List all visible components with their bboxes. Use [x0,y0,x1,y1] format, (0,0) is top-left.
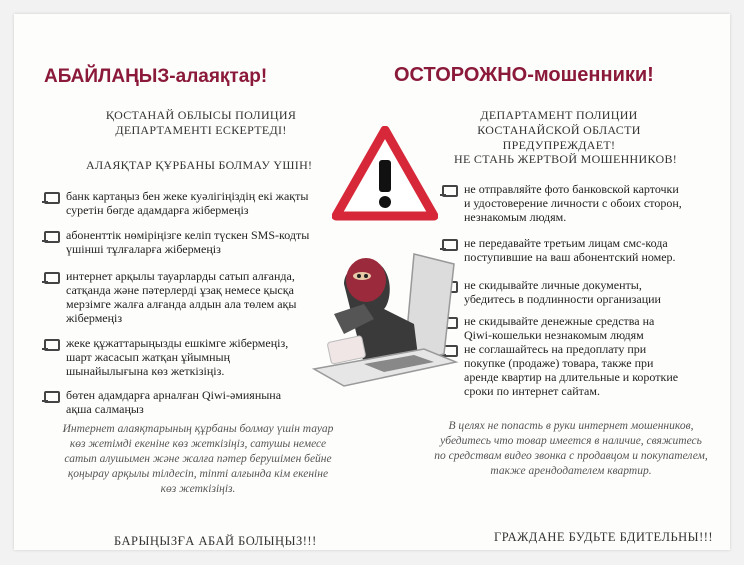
list-item-text: интернет арқылы тауарларды сатып алғанда, сатқанда және пәтерлерді ұзақ немесе қысқа мерзімге жалға алғанда алдын ала төлем ақы жібермеңіз [66,269,297,325]
hand-pointer-icon [44,231,60,243]
footer-russian: ГРАЖДАНЕ БУДЬТЕ БДИТЕЛЬНЫ!!! [494,530,714,544]
hand-pointer-icon [44,192,60,204]
list-item-kz-1 [44,189,324,217]
list-item-ru-2 [442,236,727,264]
subtitle-russian: ДЕПАРТАМЕНТ ПОЛИЦИИ КОСТАНАЙСКОЙ ОБЛАСТИ ПРЕДУПРЕЖДАЕТ! [477,108,641,152]
list-item-text: банк картаңыз бен жеке куәлігіңіздің екі жақты суретін бөгде адамдарға жібермеңіз [66,189,309,217]
hacker-laptop-illustration [304,244,460,394]
list-item-text: не соглашайтесь на предоплату при покупке (продаже) товара, также при аренде квартир на длительные и короткие сроки по интернет сайтам. [464,342,679,398]
poster-sheet [14,14,730,550]
heading-kazakh: АЛАЯҚТАР ҚҰРБАНЫ БОЛМАУ ҮШІН! [86,158,313,172]
footer-kazakh: БАРЫҢЫЗҒА АБАЙ БОЛЫҢЫЗ!!! [114,534,317,548]
list-item-text: абоненттік нөміріңізге келіп түскен SMS-кодты үшінші тұлғаларға жібермеңіз [66,228,310,256]
list-item-text: не передавайте третьим лицам смс-кода поступившие на ваш абонентский номер. [464,236,676,264]
subtitle-kazakh: ҚОСТАНАЙ ОБЛЫСЫ ПОЛИЦИЯ ДЕПАРТАМЕНТІ ЕСКЕРТЕДІ! [105,108,297,137]
list-item-ru-3 [442,278,727,306]
list-item-text: не отправляйте фото банковской карточки и удостоверение личности с обоих сторон, незнакомым людям. [464,182,682,224]
list-item-text: жеке құжаттарыңызды ешкімге жібермеңіз, шарт жасасып жатқан ұйымның шынайылығына көз жеткізіңіз. [66,336,289,378]
list-item-kz-4 [44,336,324,378]
list-item-ru-1 [442,182,727,224]
list-item-text: бөтен адамдарға арналған Qiwi-әмиянына ақша салмаңыз [66,388,282,416]
list-item-text: не скидывайте личные документы, убедитесь в подлинности организации [464,278,661,306]
hand-pointer-icon [44,391,60,403]
hand-pointer-icon [44,339,60,351]
title-kazakh: АБАЙЛАҢЫЗ-алаяқтар! [44,66,268,87]
hand-pointer-icon [44,272,60,284]
list-item-kz-3 [44,269,324,325]
list-item-text: не скидывайте денежные средства на Qiwi-кошельки незнакомым людям [464,314,655,342]
note-kazakh: Интернет алаяқтарының құрбаны болмау үшін тауар көз жетімді екеніне көз жеткізіңіз, сатушы немесе сатып алушымен және жалға пәтер берушімен бейне қоңырау арқылы тілдесіп, тіпті алғында кім екеніне көз жеткізіңіз. [62,423,334,495]
list-item-ru-5 [442,342,727,398]
list-item-kz-2 [44,228,324,256]
list-item-ru-4 [442,314,727,342]
note-russian: В целях не попасть в руки интернет мошенников, убедитесь что товар имеется в наличие, свяжитесь по средствам видео звонка с продавцом и покупателем, также арендодателем квартир. [434,420,708,477]
warning-triangle-icon [332,126,438,222]
hand-pointer-icon [442,185,458,197]
heading-russian: НЕ СТАНЬ ЖЕРТВОЙ МОШЕННИКОВ! [454,152,678,166]
list-item-kz-5 [44,388,324,416]
title-russian: ОСТОРОЖНО-мошенники! [394,64,654,86]
